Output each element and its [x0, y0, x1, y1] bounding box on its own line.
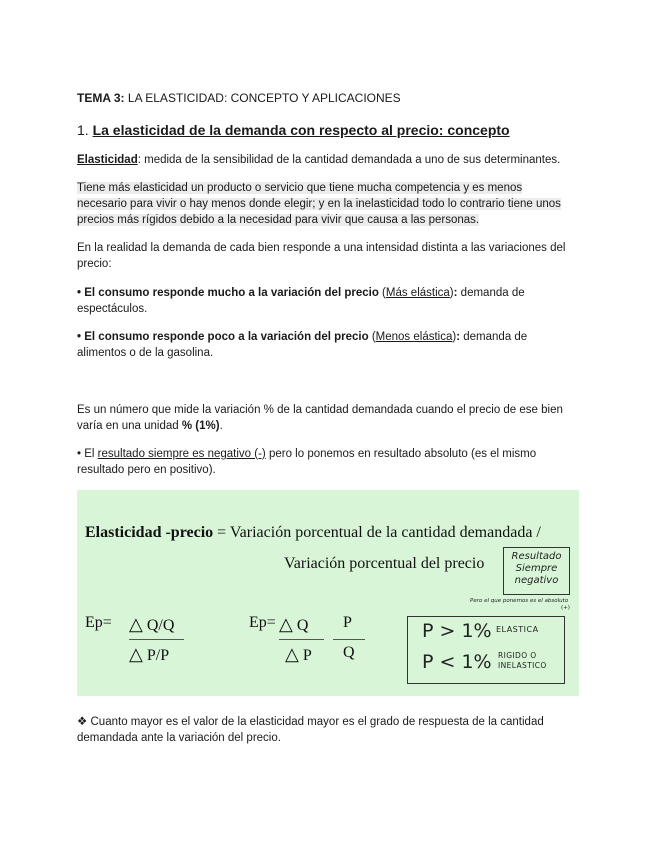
delta-icon: △ [129, 644, 143, 664]
bullet-1-link[interactable]: Más elástica [385, 287, 450, 299]
note-line-2: Siempre [515, 563, 558, 574]
number-line-1: Es un número que mide la variación % de la cantidad demandada cuando el precio de ese bien [77, 404, 563, 416]
ep1-denominator [129, 644, 169, 665]
ep1-fraction-line [129, 639, 184, 640]
definition-text: : medida de la sensibilidad de la cantidad demandada a uno de sus determinantes. [137, 154, 561, 166]
formula-line-1 [85, 524, 541, 542]
bullet-3-post: pero lo ponemos en resultado absoluto (es el mismo [265, 448, 537, 460]
ep2-den-text: P [302, 647, 312, 664]
bullet-3-pre: • El [77, 448, 98, 460]
highlight-paragraph [77, 180, 561, 228]
bullet-menos-elastica [77, 329, 527, 361]
bullet-2-colon: : [456, 331, 461, 343]
note-line-3: negativo [514, 575, 559, 586]
section-number: 1. [77, 122, 89, 138]
ep1-num-text: Q/Q [146, 617, 175, 634]
delta-icon: △ [279, 614, 293, 634]
bullet-1-bold: El consumo responde mucho a la variación del precio [84, 287, 379, 299]
highlight-line-2: necesario para vivir o hay menos donde elegir; y en la inelasticidad todo lo contrario tiene unos [77, 198, 561, 210]
ep2-fraction-line-2 [333, 639, 365, 640]
note-line-1: Resultado [511, 551, 562, 562]
bullet-2-bold: El consumo responde poco a la variación del precio [84, 331, 369, 343]
bullet-1-text: demanda de [457, 287, 525, 299]
bullet-1-open: ( [378, 287, 386, 299]
rule-2-rhs-b: INELASTICO [498, 661, 547, 670]
delta-icon: △ [285, 644, 299, 664]
ep1-numerator [129, 614, 174, 635]
reality-paragraph [77, 240, 565, 272]
ep2-num-text: Q [296, 617, 309, 634]
bullet-2-close: ) [452, 331, 457, 343]
tema-header [77, 91, 401, 105]
note-box [503, 547, 570, 595]
bullet-2-open: ( [368, 331, 376, 343]
bullet-3-link[interactable]: resultado siempre es negativo (-) [97, 448, 266, 460]
number-line-2a: varía en una unidad [77, 420, 182, 432]
formula-line-2: Variación porcentual del precio [284, 555, 485, 572]
bullet-3-line-2: resultado pero en positivo). [77, 464, 216, 476]
section-heading [77, 122, 510, 138]
closing-line-1: ❖ Cuanto mayor es el valor de la elasticidad mayor es el grado de respuesta de la cantidad [77, 716, 544, 728]
highlight-line-1: Tiene más elasticidad un producto o servicio que tiene mucha competencia y es menos [77, 182, 523, 194]
ep1-den-text: P/P [146, 647, 170, 664]
bullet-resultado [77, 446, 536, 478]
rule-1-rhs: ELASTICA [496, 625, 539, 634]
number-line-2b: % (1%) [181, 420, 220, 432]
section-title: La elasticidad de la demanda con respecto al precio: concepto [92, 122, 510, 138]
ep2-numerator [279, 614, 308, 635]
ep2-num-2: P [343, 614, 352, 631]
bullet-1-mark: • [77, 287, 82, 299]
ep2-label: Ep= [249, 614, 276, 631]
tema-title: LA ELASTICIDAD: CONCEPTO Y APLICACIONES [127, 91, 401, 105]
definition-paragraph [77, 152, 560, 168]
reality-line-2: precio: [77, 258, 112, 270]
highlight-line-3: precios más rígidos debido a la necesidad para vivir que causa a las personas. [77, 214, 480, 226]
ep1-label: Ep= [85, 614, 112, 631]
definition-term: Elasticidad [77, 154, 138, 166]
delta-icon: △ [129, 614, 143, 634]
tiny-note-2: (+) [561, 605, 570, 611]
number-paragraph [77, 402, 563, 434]
rule-2-rhs [498, 651, 547, 671]
bullet-2-link[interactable]: Menos elástica [375, 331, 453, 343]
rule-2-lhs: P < 1% [422, 651, 492, 673]
formula-line-1-rest: = Variación porcentual de la cantidad demandada / [213, 524, 541, 541]
number-line-2c: . [219, 420, 223, 432]
closing-line-2: demandada ante la variación del precio. [77, 732, 281, 744]
ep2-denominator [285, 644, 312, 665]
ep2-fraction-line [279, 639, 324, 640]
bullet-1-colon: : [453, 287, 458, 299]
tema-label: TEMA 3: [77, 91, 125, 105]
rules-box [407, 616, 565, 684]
ep2-den-2: Q [343, 644, 355, 661]
formula-box [77, 490, 579, 696]
formula-bold-label: Elasticidad -precio [85, 524, 214, 541]
reality-line-1: En la realidad la demanda de cada bien responde a una intensidad distinta a las variaciones del [77, 242, 566, 254]
bullet-2-text: demanda de [460, 331, 528, 343]
rule-1-lhs: P > 1% [422, 620, 492, 642]
tiny-note: Pero el que ponemos es el absoluto [470, 598, 569, 604]
bullet-1-line-2: espectáculos. [77, 303, 148, 315]
bullet-mas-elastica [77, 285, 525, 317]
bullet-2-mark: • [77, 331, 82, 343]
closing-paragraph [77, 714, 544, 746]
bullet-2-line-2: alimentos o de la gasolina. [77, 347, 214, 359]
bullet-1-close: ) [449, 287, 454, 299]
rule-2-rhs-a: RIGIDO O [498, 651, 537, 660]
